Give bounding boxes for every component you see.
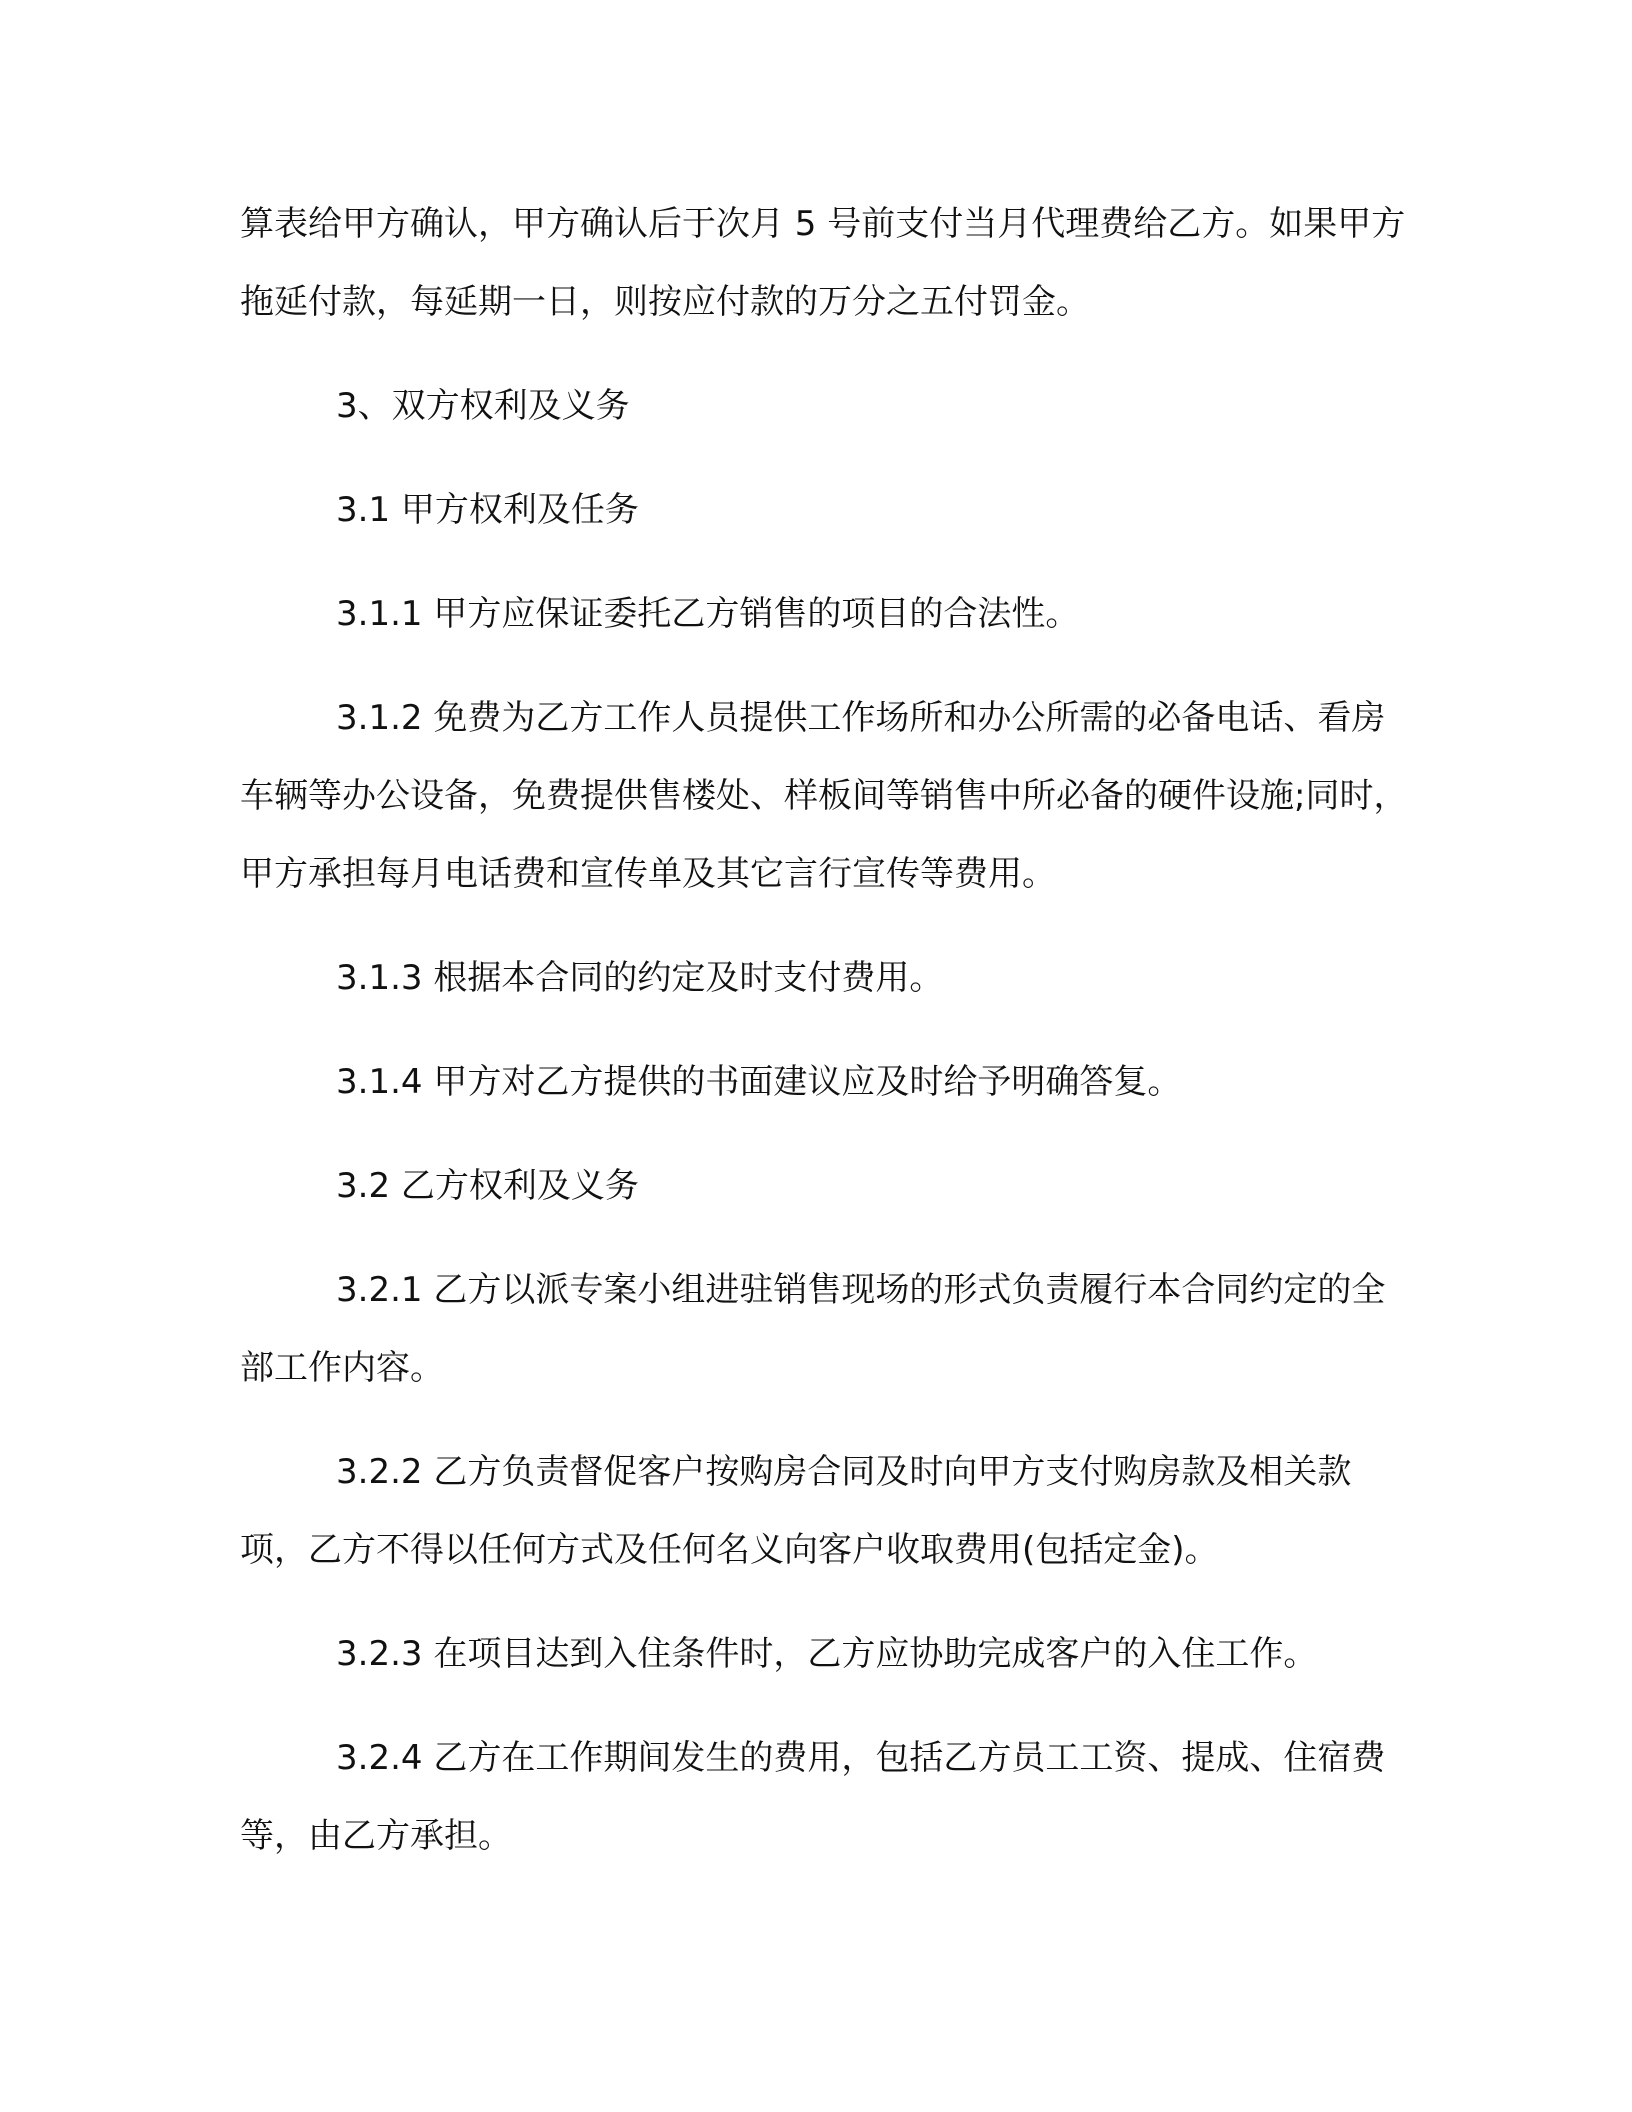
clause-3-2-1: 3.2.1 乙方以派专案小组进驻销售现场的形式负责履行本合同约定的全部工作内容。 [240,1270,1386,1388]
clause-3-2-4: 3.2.4 乙方在工作期间发生的费用，包括乙方员工工资、提成、住宿费等，由乙方承担。 [240,1738,1386,1856]
clause-3-2-2: 3.2.2 乙方负责督促客户按购房合同及时向甲方支付购房款及相关款项，乙方不得以任何方式及任何名义向客户收取费用(包括定金)。 [240,1452,1352,1570]
clause-3-1-1: 3.1.1 甲方应保证委托乙方销售的项目的合法性。 [336,594,1080,634]
clause-3-1-3: 3.1.3 根据本合同的约定及时支付费用。 [336,958,944,998]
section-heading-rights-obligations: 3、双方权利及义务 [336,386,630,426]
clause-3-1-2: 3.1.2 免费为乙方工作人员提供工作场所和办公所需的必备电话、看房车辆等办公设备，免费提供售楼处、样板间等销售中所必备的硬件设施;同时，甲方承担每月电话费和宣传单及其它言行宣传等费用。 [240,698,1408,894]
clause-3-2-3: 3.2.3 在项目达到入住条件时，乙方应协助完成客户的入住工作。 [336,1634,1318,1674]
document-body [240,185,1412,1901]
clause-3-1-4: 3.1.4 甲方对乙方提供的书面建议应及时给予明确答复。 [336,1062,1182,1102]
subsection-heading-party-a: 3.1 甲方权利及任务 [336,490,639,530]
paragraph-payment-terms: 算表给甲方确认，甲方确认后于次月 5 号前支付当月代理费给乙方。如果甲方拖延付款，每延期一日，则按应付款的万分之五付罚金。 [240,204,1406,322]
subsection-heading-party-b: 3.2 乙方权利及义务 [336,1166,639,1206]
